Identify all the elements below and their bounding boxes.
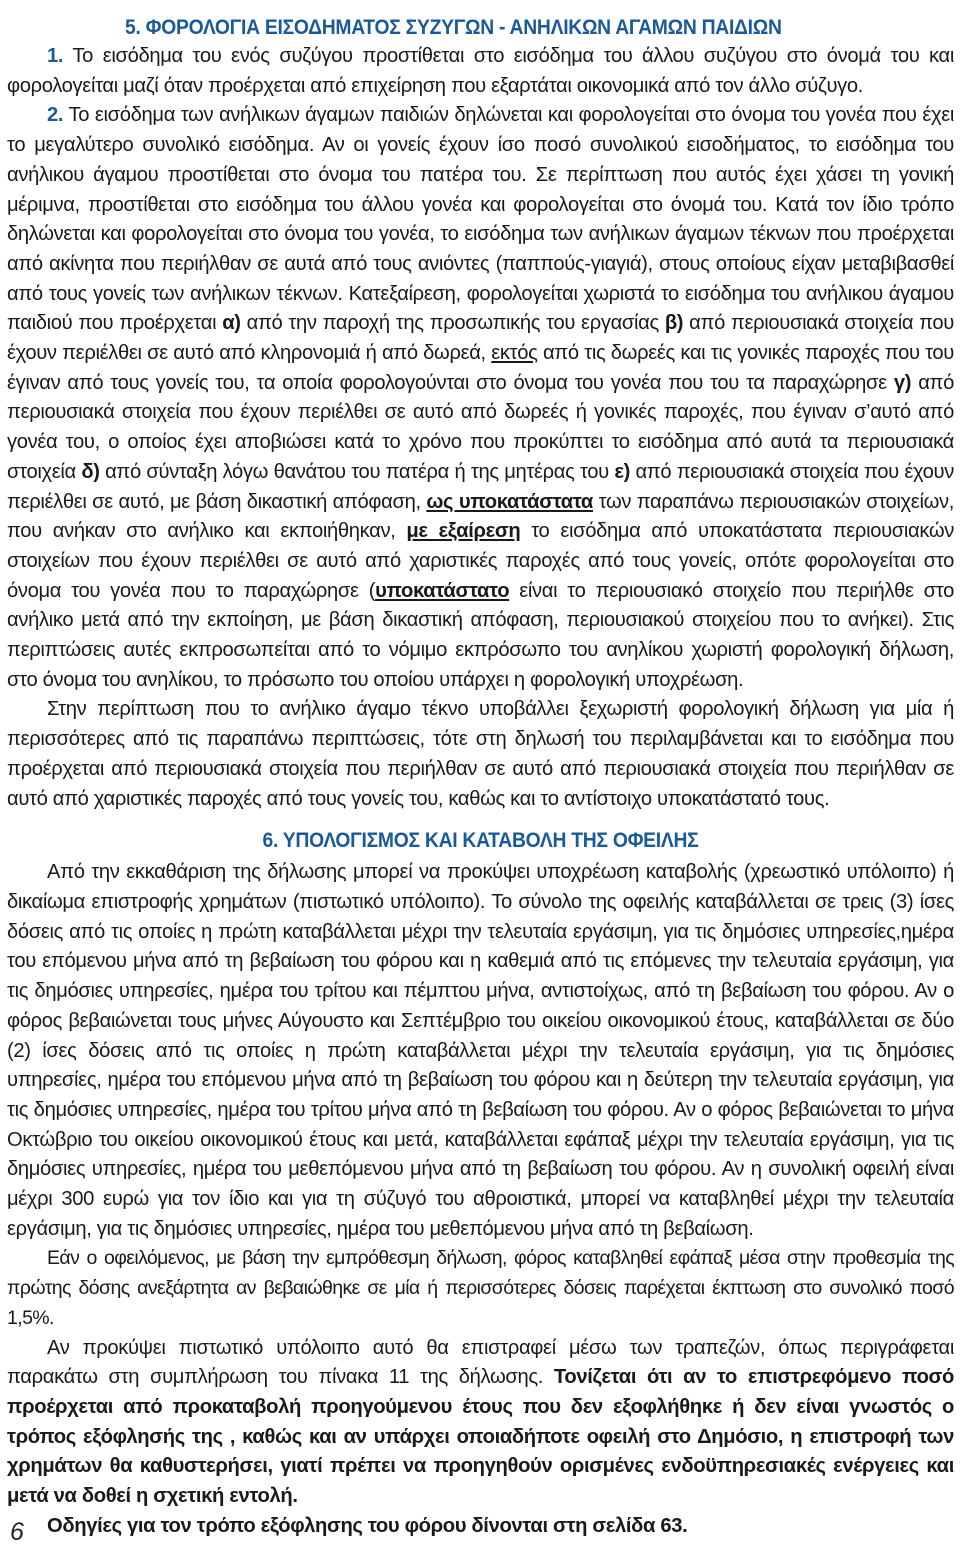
marker-a: α) [222, 312, 241, 335]
section-6-paragraph-3 [7, 1334, 954, 1512]
section-6-paragraph-1: Από την εκκαθάριση της δήλωσης μπορεί να προκύψει υποχρέωση καταβολής (χρεωστικό υπόλοιπο) ή δικαίωμα επιστροφής χρημάτων (πιστωτικό υπόλοιπο). Το σύνολο της οφειλής καταβάλλεται σε τρεις (3) ίσες δόσεις από τις οποίες η πρώτη καταβάλλεται μέχρι την τελευταία εργάσιμη, για τις δημόσιες υπηρεσίες,ημέρα του επόμενου μήνα από τη βεβαίωση του φόρου και η καθεμιά από τις επόμενες την τελευταία εργάσιμη, για τις δημόσιες υπηρεσίες, ημέρα του τρίτου και πέμπτου μήνα, αντιστοίχως, από τη βεβαίωση του φόρου. Αν ο φόρος βεβαιώνεται τους μήνες Αύγουστο και Σεπτέμβριο του οικείου οικονομικού έτους, καταβάλλεται σε δύο (2) ίσες δόσεις από τις οποίες η πρώτη καταβάλλεται μέχρι την τελευταία εργάσιμη, για τις δημόσιες υπηρεσίες, ημέρα του επόμενου μήνα από τη βεβαίωση του φόρου και η δεύτερη την τελευταία εργάσιμη, για τις δημόσιες υπηρεσίες, ημέρα του τρίτου μήνα από τη βεβαίωση του φόρου. Αν ο φόρος βεβαιώνεται το μήνα Οκτώβριο του οικείου οικονομικού έτους και μετά, καταβάλλεται εφάπαξ μέχρι την τελευταία εργάσιμη, για τις δημόσιες υπηρεσίες, ημέρα του μεθεπόμενου μήνα από τη βεβαίωση του φόρου. Αν η συνολική οφειλή είναι μέχρι 300 ευρώ για τον ίδιο και για τη σύζυγό του αθροιστικά, μπορεί να καταβληθεί μέχρι την τελευταία εργάσιμη, για τις δημόσιες υπηρεσίες, ημέρα του μεθεπόμενου μήνα από τη βεβαίωση. [7, 861, 954, 1240]
marker-b: β) [664, 312, 684, 335]
item-2-number: 2. [47, 104, 64, 127]
page-number: 6 [10, 1518, 24, 1546]
para-3-normal-text: Αν προκύψει πιστωτικό υπόλοιπο αυτό θα επιστραφεί μέσω των τραπεζών, όπως περιγράφεται παρακάτω στη συμπλήρωση του πίνακα 11 της δήλωσης. [7, 1336, 954, 1389]
me-exairesi-emphasis: με εξαίρεση [406, 520, 521, 543]
document-page [7, 14, 954, 1541]
item-1-text: Το εισόδημα του ενός συζύγου προστίθεται στο εισόδημα του άλλου συζύγου στο όνομά του και φορολογείται μαζί όταν προέρχεται από επιχείρηση που εξαρτάται οικονομικά από τον άλλο σύζυγο. [7, 45, 954, 97]
section-6-paragraph-2: Εάν ο οφειλόμενος, με βάση την εμπρόθεσμη δήλωση, φόρος καταβληθεί εφάπαξ μέσα στην προθεσμία της πρώτης δόσης ανεξάρτητα αν βεβαιώθηκε σε μία ή περισσότερες δόσεις παρέχεται έκπτωση στο συνολικό ποσό 1,5%. [7, 1247, 954, 1329]
item-2-text-5: από περιουσιακά στοιχεία που έχουν περιέλθει σε αυτό από δωρεές ή γονικές παροχές, που έγιναν σ’αυτό από γονέα του, ο οποίος έχει αποβιώσει κατά το χρόνο που προκύπτει το εισόδημα από αυτά τα περιουσιακά στοιχεία [7, 371, 954, 483]
item-2-text-8: των παραπάνω περιουσιακών στοιχείων, που ανήκαν στο ανήλικο και εκποιήθηκαν, [7, 490, 955, 543]
item-2-text-7: από περιουσιακά στοιχεία που έχουν περιέλθει σε αυτό, με βάση δικαστική απόφαση, [7, 460, 954, 513]
section-5-item-2 [7, 101, 954, 695]
ypokatastato-emphasis: υποκατάστατο [375, 579, 510, 602]
item-2-text-10: είναι το περιουσιακό στοιχείο που περιήλθε στο ανήλικο μετά από την εκποίηση, με βάση δικαστική απόφαση, περιουσιακού στοιχείου που το ανήκει). Στις περιπτώσεις αυτές εκπροσωπείται από το νόμιμο εκπρόσωπο του ανηλίκου χωριστή φορολογική δήλωση, στο όνομα του ανηλίκου, το πρόσωπο του οποίου υπάρχει η φορολογική υποχρέωση. [7, 579, 955, 691]
marker-e: ε) [614, 460, 630, 483]
item-2-text-4: από τις δωρεές και τις γονικές παροχές που του έγιναν από τους γονείς του, τα οποία φορολογούνται στο όνομα του γονέα που του τα παραχώρησε [7, 342, 954, 394]
section-5-paragraph-3: Στην περίπτωση που το ανήλικο άγαμο τέκνο υποβάλλει ξεχωριστή φορολογική δήλωση για μία ή περισσότερες από τις παραπάνω περιπτώσεις, τότε στη δηλωσή του περιλαμβάνεται και το εισόδημα που προέρχεται από περιουσιακά στοιχεία που περιήλθαν σε αυτό από περιουσιακά στοιχεία που περιήλθαν σε αυτό από χαριστικές παροχές από τους γονείς του, καθώς και το αντίστοιχο υποκατάστατό τους. [7, 698, 954, 810]
item-2-text-6: από σύνταξη λόγω θανάτου του πατέρα ή της μητέρας του [99, 460, 615, 483]
ws-ypokatastata-emphasis: ως υποκατάστατα [426, 490, 593, 513]
para-3-bold-text: Τονίζεται ότι αν το επιστρεφόμενο ποσό προέρχεται από προκαταβολή προηγούμενου έτους που δεν εξοφλήθηκε ή δεν είναι γνωστός ο τρόπος εξόφλησής της , καθώς και αν υπάρχει οποιαδήποτε οφειλή στο Δημόσιο, η επιστροφή των χρημάτων θα καθυστερήσει, γιατί πρέπει να προηγηθούν ορισμένες ενδοϋπηρεσιακές ενέργειες και μετά να δοθεί η σχετική εντολή. [7, 1366, 954, 1508]
marker-g: γ) [893, 371, 912, 394]
section-5-item-1 [7, 42, 954, 101]
ektos-underlined: εκτός [491, 342, 538, 365]
section-6-heading: 6. ΥΠΟΛΟΓΙΣΜΟΣ ΚΑΙ ΚΑΤΑΒΟΛΗ ΤΗΣ ΟΦΕΙΛΗΣ [262, 829, 699, 853]
item-2-text-9: το εισόδημα από υποκατάστατα περιουσιακών στοιχείων που έχουν περιέλθει σε αυτό από χαριστικές παροχές από τους γονείς, οπότε φορολογείται στο όνομα του γονέα που το παραχώρησε ( [7, 520, 954, 602]
section-6-paragraph-4: Οδηγίες για τον τρόπο εξόφλησης του φόρου δίνονται στη σελίδα 63. [47, 1514, 688, 1537]
marker-d: δ) [81, 460, 100, 483]
item-1-number: 1. [47, 45, 64, 67]
section-5-heading: 5. ΦΟΡΟΛΟΓΙΑ ΕΙΣΟΔΗΜΑΤΟΣ ΣΥΖΥΓΩΝ - ΑΝΗΛΙΚΩΝ ΑΓΑΜΩΝ ΠΑΙΔΙΩΝ [125, 16, 782, 39]
item-2-text-2: από την παροχή της προσωπικής του εργασίας [240, 312, 665, 335]
item-2-text-3: από περιουσιακά στοιχεία που έχουν περιέλθει σε αυτό από κληρονομιά ή από δωρεά, [7, 312, 954, 365]
item-2-text-1: Το εισόδημα των ανήλικων άγαμων παιδιών δηλώνεται και φορολογείται στο όνομα του γονέα που έχει το μεγαλύτερο συνολικό εισόδημα. Αν οι γονείς έχουν ίσο ποσό συνολικού εισοδήματος, το εισόδημα του ανήλικου άγαμου προστίθεται στο όνομα του πατέρα του. Σε περίπτωση που αυτός έχει χάσει τη γονική μέριμνα, προστίθεται στο εισόδημα του άλλου γονέα και φορολογείται στο όνομά του. Κατά τον ίδιο τρόπο δηλώνεται και φορολογείται στο όνομα του γονέα, το εισόδημα των ανήλικων άγαμων τέκνων που προέρχεται από ακίνητα που περιήλθαν σε αυτά από τους ανιόντες (παππούς-γιαγιά), στους οποίους είχαν μεταβιβασθεί από τους γονείς των ανήλικων τέκνων. Κατεξαίρεση, φορολογείται χωριστά το εισόδημα του ανήλικου άγαμου παιδιού που προέρχεται [7, 104, 954, 335]
